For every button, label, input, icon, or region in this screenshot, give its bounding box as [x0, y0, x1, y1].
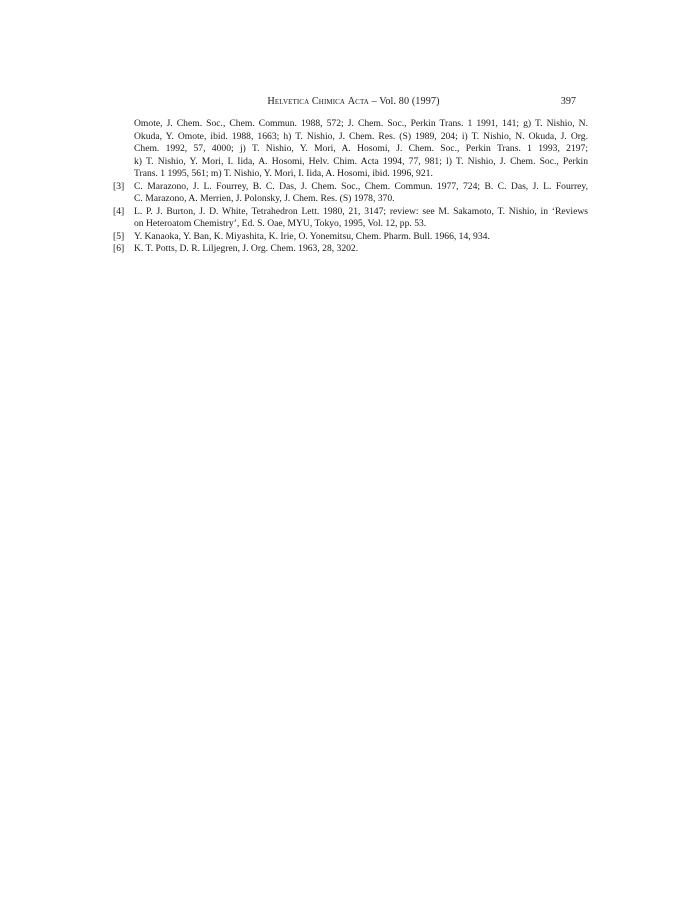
reference-text — [134, 231, 588, 244]
page-header — [131, 96, 576, 110]
reference-line: Okuda, Y. Omote, ibid. 1988, 1663; h) T. Nishio, J. Chem. Res. (S) 1989, 204; i) T. Nishio, N. Okuda, J. Org. — [134, 130, 588, 142]
reference-number — [113, 118, 134, 181]
journal-name-part-2: Chimica — [311, 96, 346, 107]
reference-line: Y. Kanaoka, Y. Ban, K. Miyashita, K. Irie, O. Yonemitsu, Chem. Pharm. Bull. 1966, 14, 934. — [134, 230, 490, 242]
volume-info: – Vol. 80 (1997) — [368, 96, 440, 107]
reference-line: Trans. 1 1995, 561; m) T. Nishio, Y. Mori, I. Iida, A. Hosomi, ibid. 1996, 921. — [134, 168, 433, 180]
reference-line: k) T. Nishio, Y. Mori, I. Iida, A. Hosomi, Helv. Chim. Acta 1994, 77, 981; l) T. Nishio, J. Chem. Soc., Perkin — [134, 155, 588, 167]
journal-name-part-3: Acta — [347, 96, 369, 107]
running-title — [131, 96, 576, 107]
reference-line: on Heteroatom Chemistry’, Ed. S. Oae, MYU, Tokyo, 1995, Vol. 12, pp. 53. — [134, 218, 427, 230]
reference-text — [134, 118, 588, 181]
reference-6 — [113, 243, 588, 256]
journal-name-part-1: Helvetica — [267, 96, 310, 107]
reference-4 — [113, 206, 588, 231]
reference-line: K. T. Potts, D. R. Liljegren, J. Org. Chem. 1963, 28, 3202. — [134, 243, 359, 255]
reference-list — [113, 118, 588, 256]
reference-line: C. Marazono, J. L. Fourrey, B. C. Das, J. Chem. Soc., Chem. Commun. 1977, 724; B. C. Das, J. L. Fourrey, — [134, 180, 588, 192]
reference-line: Omote, J. Chem. Soc., Chem. Commun. 1988, 572; J. Chem. Soc., Perkin Trans. 1 1991, 141; g) T. Nishio, N. — [134, 118, 588, 129]
reference-text — [134, 243, 588, 256]
reference-line: C. Marazono, A. Merrien, J. Polonsky, J. Chem. Res. (S) 1978, 370. — [134, 193, 395, 205]
reference-continued — [113, 118, 588, 181]
reference-line: L. P. J. Burton, J. D. White, Tetrahedron Lett. 1980, 21, 3147; review: see M. Sakamoto, T. Nishio, in ‘Reviews — [134, 205, 588, 217]
reference-number: [3] — [113, 180, 125, 192]
reference-line: Chem. 1992, 57, 4000; j) T. Nishio, Y. Mori, A. Hosomi, J. Chem. Soc., Perkin Trans. 1 1993, 2197; — [134, 143, 588, 155]
reference-number: [5] — [113, 230, 125, 242]
reference-5 — [113, 231, 588, 244]
reference-3 — [113, 181, 588, 206]
reference-text — [134, 206, 588, 231]
reference-number: [4] — [113, 205, 125, 217]
page-number: 397 — [560, 96, 576, 107]
reference-text — [134, 181, 588, 206]
reference-number: [6] — [113, 243, 125, 255]
